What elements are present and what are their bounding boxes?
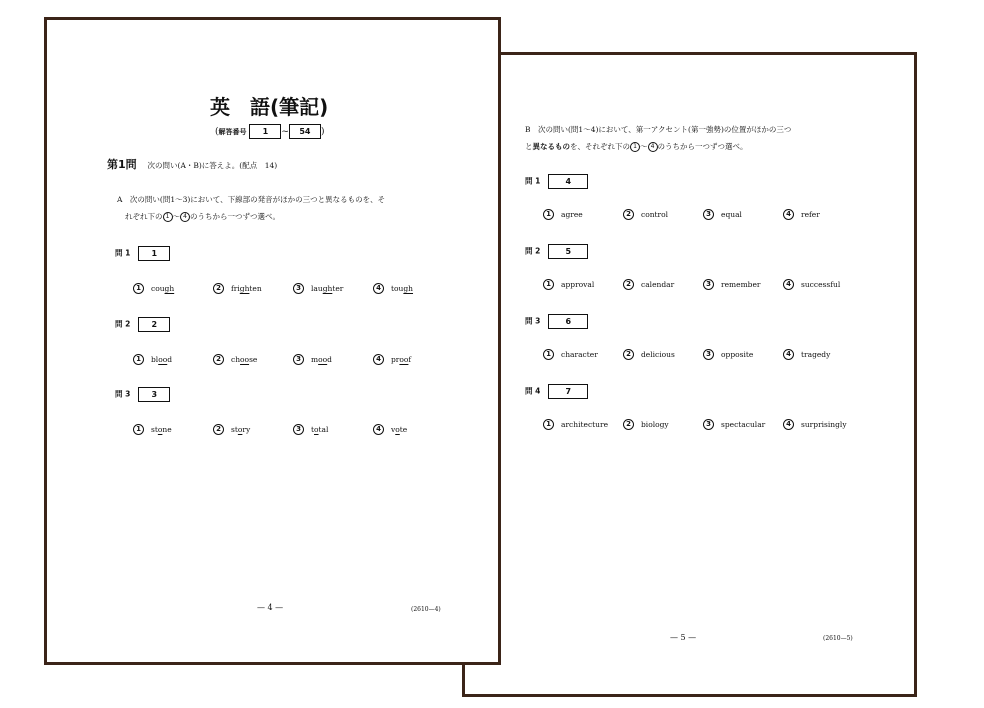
underlined-part: gh — [164, 284, 175, 293]
part-b-line2-mid: を、それぞれ下の — [570, 142, 630, 151]
answer-box[interactable]: 2 — [138, 317, 170, 332]
word-part: lau — [311, 284, 323, 293]
answer-number-to: 54 — [289, 124, 321, 139]
option[interactable] — [293, 354, 332, 365]
option-word — [231, 355, 257, 364]
underlined-part: o — [157, 425, 163, 434]
page-code: (2610—5) — [823, 635, 853, 642]
word-part: ch — [231, 355, 241, 364]
choice-number-icon: 2 — [623, 419, 634, 430]
option[interactable] — [703, 209, 742, 220]
range-start-circle: 1 — [163, 212, 173, 222]
option-word: spectacular — [721, 420, 766, 429]
word-part: st — [151, 425, 158, 434]
option-word: tragedy — [801, 350, 831, 359]
answer-box[interactable]: 1 — [138, 246, 170, 261]
exam-page-5 — [462, 52, 917, 697]
option[interactable] — [543, 209, 583, 220]
question-number: 問 4 — [525, 386, 541, 396]
word-part: cou — [151, 284, 165, 293]
paren-open: ( — [215, 127, 219, 137]
choice-number-icon: 3 — [293, 424, 304, 435]
question-label — [525, 314, 588, 329]
option[interactable] — [543, 349, 598, 360]
choice-number-icon: 2 — [213, 283, 224, 294]
word-part: ter — [332, 284, 344, 293]
section-heading — [107, 156, 277, 172]
option[interactable] — [373, 424, 407, 435]
option-word — [151, 425, 172, 434]
option-word — [391, 284, 413, 293]
part-a-line2-post: のうちから一つずつ選べ。 — [190, 212, 280, 221]
answer-number-label: 解答番号 — [218, 128, 247, 136]
paren-close: ) — [320, 127, 325, 137]
choice-number-icon: 2 — [623, 279, 634, 290]
range-sep: 〜 — [172, 212, 180, 221]
question-number: 問 3 — [115, 389, 131, 399]
choice-number-icon: 1 — [543, 209, 554, 220]
option-word: delicious — [641, 350, 675, 359]
option[interactable] — [783, 349, 830, 360]
option[interactable] — [703, 279, 761, 290]
option-word: equal — [721, 210, 742, 219]
question-label — [525, 384, 588, 399]
option-word — [151, 355, 172, 364]
option[interactable] — [783, 209, 820, 220]
option[interactable] — [623, 279, 674, 290]
choice-number-icon: 1 — [133, 424, 144, 435]
part-a-line2-pre: れぞれ下の — [125, 212, 163, 221]
underlined-part: o — [314, 425, 319, 434]
answer-box[interactable]: 7 — [548, 384, 588, 399]
part-a-line1: A 次の問い(問1〜3)において、下線部の発音がほかの三つと異なるものを、そ — [117, 195, 386, 204]
option-word — [151, 284, 174, 293]
question-label — [525, 244, 588, 259]
option[interactable] — [133, 354, 172, 365]
range-end-circle: 4 — [648, 142, 658, 152]
option-word: biology — [641, 420, 669, 429]
option[interactable] — [213, 354, 257, 365]
option-word — [231, 284, 262, 293]
option-word — [311, 284, 343, 293]
underlined-part: gh — [322, 284, 333, 293]
word-part: d — [327, 355, 332, 364]
choice-number-icon: 4 — [373, 354, 384, 365]
option[interactable] — [623, 349, 675, 360]
option[interactable] — [373, 283, 413, 294]
option[interactable] — [543, 419, 608, 430]
range-end-circle: 4 — [180, 212, 190, 222]
word-part: f — [408, 355, 412, 364]
underlined-part: oo — [318, 355, 328, 364]
option[interactable] — [133, 424, 172, 435]
choice-number-icon: 1 — [133, 354, 144, 365]
option[interactable] — [213, 424, 250, 435]
part-b-line1: B 次の問い(問1〜4)において、第一アクセント(第一強勢)の位置がほかの三つ — [525, 125, 792, 134]
word-part: pr — [391, 355, 400, 364]
choice-number-icon: 1 — [543, 419, 554, 430]
option[interactable] — [543, 279, 594, 290]
answer-box[interactable]: 5 — [548, 244, 588, 259]
question-label — [115, 387, 170, 402]
page-number: — 4 — — [257, 603, 284, 612]
choice-number-icon: 3 — [293, 354, 304, 365]
option[interactable] — [783, 279, 840, 290]
choice-number-icon: 2 — [623, 349, 634, 360]
word-part: tou — [391, 284, 404, 293]
option-word: refer — [801, 210, 820, 219]
range-start-circle: 1 — [630, 142, 640, 152]
choice-number-icon: 1 — [133, 283, 144, 294]
word-part: ne — [162, 425, 172, 434]
underlined-part: o — [237, 425, 243, 434]
option-word: architecture — [561, 420, 609, 429]
underlined-part: oo — [158, 355, 168, 364]
word-part: t — [311, 425, 315, 434]
word-part: bl — [151, 355, 159, 364]
part-a-line2 — [117, 208, 385, 225]
question-label — [115, 317, 170, 332]
answer-box[interactable]: 3 — [138, 387, 170, 402]
choice-number-icon: 4 — [373, 283, 384, 294]
choice-number-icon: 2 — [213, 354, 224, 365]
word-part: ry — [242, 425, 251, 434]
page-title: 英 語(筆記) — [210, 95, 329, 119]
part-b-line2-post: のうちから一つずつ選べ。 — [657, 142, 748, 151]
word-part: v — [391, 425, 396, 434]
choice-number-icon: 4 — [783, 419, 794, 430]
choice-number-icon: 1 — [543, 349, 554, 360]
choice-number-icon: 3 — [703, 349, 714, 360]
part-b-instructions — [525, 121, 791, 155]
option-word: approval — [561, 280, 595, 289]
option[interactable] — [293, 283, 343, 294]
choice-number-icon: 4 — [783, 279, 794, 290]
underlined-part: o — [395, 425, 400, 434]
question-label — [115, 246, 170, 261]
word-part: ten — [249, 284, 262, 293]
option-word: surprisingly — [801, 420, 847, 429]
option-word — [311, 355, 332, 364]
underlined-part: oo — [240, 355, 250, 364]
word-part: se — [249, 355, 258, 364]
choice-number-icon: 2 — [213, 424, 224, 435]
choice-number-icon: 3 — [703, 419, 714, 430]
section-number: 第1問 — [107, 158, 137, 171]
option-word — [311, 425, 328, 434]
option[interactable] — [373, 354, 411, 365]
option[interactable] — [133, 283, 174, 294]
word-part: te — [399, 425, 408, 434]
option-word — [391, 425, 407, 434]
part-a-instructions — [117, 191, 385, 225]
option[interactable] — [623, 419, 669, 430]
choice-number-icon: 3 — [703, 279, 714, 290]
exam-page-4 — [44, 17, 501, 665]
question-number: 問 3 — [525, 316, 541, 326]
part-b-line2-pre: と — [525, 142, 533, 151]
part-b-line2 — [525, 138, 791, 155]
choice-number-icon: 2 — [623, 209, 634, 220]
choice-number-icon: 1 — [543, 279, 554, 290]
option-word: character — [561, 350, 598, 359]
question-number: 問 2 — [525, 246, 541, 256]
option-word: opposite — [721, 350, 754, 359]
question-label — [525, 174, 588, 189]
page-number: — 5 — — [670, 633, 697, 642]
option[interactable] — [703, 349, 753, 360]
option-word: agree — [561, 210, 583, 219]
question-number: 問 1 — [525, 176, 541, 186]
answer-number-from: 1 — [249, 124, 281, 139]
choice-number-icon: 4 — [373, 424, 384, 435]
option[interactable] — [213, 283, 262, 294]
option-word — [231, 425, 250, 434]
question-number: 問 1 — [115, 248, 131, 258]
section-instruction: 次の問い(A・B)に答えよ。(配点 14) — [147, 161, 278, 170]
question-number: 問 2 — [115, 319, 131, 329]
option[interactable] — [293, 424, 328, 435]
option[interactable] — [783, 419, 847, 430]
option-word: successful — [801, 280, 841, 289]
choice-number-icon: 4 — [783, 349, 794, 360]
underlined-part: oo — [399, 355, 409, 364]
word-part: st — [231, 425, 238, 434]
option[interactable] — [703, 419, 765, 430]
option-word: calendar — [641, 280, 675, 289]
option-word: remember — [721, 280, 761, 289]
answer-box[interactable]: 4 — [548, 174, 588, 189]
page-code: (2610—4) — [411, 606, 441, 613]
choice-number-icon: 3 — [703, 209, 714, 220]
choice-number-icon: 3 — [293, 283, 304, 294]
choice-number-icon: 4 — [783, 209, 794, 220]
part-b-line2-bold: 異なるもの — [532, 142, 570, 151]
word-part: m — [311, 355, 319, 364]
tilde: ~ — [281, 127, 289, 137]
option[interactable] — [623, 209, 668, 220]
range-sep: 〜 — [640, 142, 648, 151]
underlined-part: gh — [403, 284, 414, 293]
word-part: d — [167, 355, 173, 364]
option-word — [391, 355, 411, 364]
word-part: fri — [231, 284, 240, 293]
option-word: control — [641, 210, 669, 219]
word-part: tal — [318, 425, 329, 434]
answer-number-range — [215, 124, 324, 139]
underlined-part: gh — [239, 284, 250, 293]
answer-box[interactable]: 6 — [548, 314, 588, 329]
